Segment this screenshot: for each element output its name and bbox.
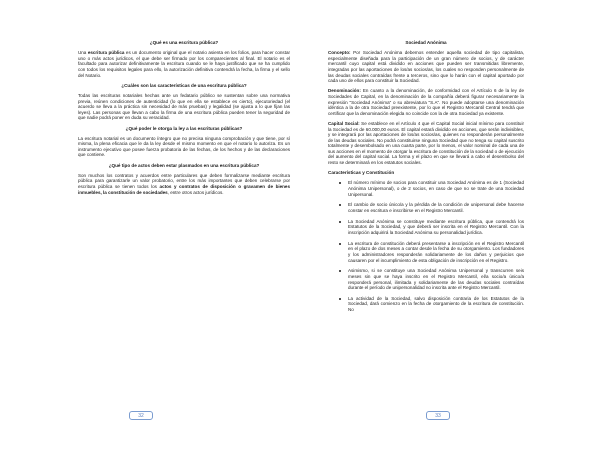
heading-act-types: ¿Qué tipo de actos deben estar plasmados en una escritura pública? (108, 162, 260, 168)
list-item: Asimismo, si se constituye una Sociedad Anónima Unipersonal y transcurren seis meses sin que se haya inscrito en el Registro Mercantil, el/a socio/a único/a responderá personal, ilimitada y solidariamente de las deudas sociales contraídas durante el período de unipersonalidad no inscrita ante el Registro Mercantil. (328, 268, 524, 290)
page-number-left: 32 (129, 411, 153, 420)
heading-caracteristicas: Características y Constitución (328, 170, 395, 176)
list-item: La Sociedad Anónima se constituye mediante escritura pública, que contendrá los Estatutos de la Sociedad, y que deberá ser inscrita en el Registro Mercantil. Con la inscripción adquirirá la Sociedad Anónima su personalidad jurídica. (328, 219, 524, 236)
paragraph-capital-social: Capital Social: Se establece en el Artículo 4 que el Capital Social inicial mínimo para constituir la Sociedad es de 60.000,00 euros. El capital estará dividido en acciones, que serán indivisibles, y se integrará por las aportaciones de los/as socios/as, quienes no responderán personalmente de las deudas sociales. No podrá constituirse ninguna Sociedad que no tenga su capital suscrito totalmente y desembolsado en una cuarta parte, por lo menos, el valor nominal de cada una de sus acciones en el momento de otorgar la escritura de constitución de la sociedad o de ejecución del aumento del capital social. La forma y el plazo en que se llevará a cabo el desembolso del resto se determinará en los estatutos sociales. (328, 120, 524, 166)
paragraph-definition: Una escritura pública es un documento original que el notario asienta en los folios, para hacer constar uno o más actos jurídicos, el que debe ser firmado por los comparecientes al final. El notario es el facultado para autorizar definitivamente la escritura cuando se le haya justificado que se ha cumplido con todos los requisitos legales para ello, la autorización definitiva contendrá la fecha, la firma y el sello del Notario. (78, 50, 290, 78)
heading-sociedad-anonima: Sociedad Anónima (405, 40, 447, 45)
left-page (78, 0, 290, 464)
list-item: El cambio de socio único/a y la pérdida de la condición de unipersonal debe hacerse constar en escritura e inscribirse en el Registro Mercantil. (328, 202, 524, 213)
list-item: La actividad de la Sociedad, salvo disposición contraria de los Estatutos de la Sociedad, dará comienzo en la fecha de otorgamiento de la escritura de constitución. No (328, 296, 524, 313)
page-number-right: 33 (426, 411, 450, 420)
list-item: El número mínimo de socios para constituir una Sociedad Anónima es de 1 (Sociedad Anónima Unipersonal), o de 2 socios, en caso de que no se trate de una Sociedad Unipersonal. (328, 180, 524, 197)
paragraph-denominacion: Denominación: En cuanto a la denominación, de conformidad con el Artículo 6 de la ley de Sociedades de Capital, en la denominación de la compañía deberá figurar necesariamente la expresión "Sociedad Anónima" o su abreviatura "S.A". No puede adoptarse una denominación idéntica a la de otra Sociedad preexistente, por lo que el Registro Mercantil Central tendrá que certificar que la denominación elegida no coincide con la de otra Sociedad ya existente. (328, 88, 524, 116)
heading-legal-power: ¿Qué poder le otorga la ley a las escrituras públicas? (125, 125, 243, 131)
list-item: La escritura de constitución deberá presentarse a inscripción en el Registro Mercantil en el plazo de dos meses a contar desde la fecha de su otorgamiento. Los fundadores y los administradores responderán solidariamente de los daños y perjuicios que causaren por el incumplimiento de esta obligación de inscripción en el Registro. (328, 241, 524, 263)
heading-characteristics: ¿Cuáles son las características de una escritura pública? (121, 82, 247, 88)
characteristics-list (328, 180, 524, 312)
right-page (328, 0, 524, 464)
paragraph-concepto: Concepto: Por Sociedad Anónima debemos entender aquella sociedad de tipo capitalista, especialmente diseñada para la participación de un gran número de socios, y de carácter mercantil cuyo capital está dividido en acciones que pueden ser transmitidas libremente, integradas por las aportaciones de los/as socios/as, los cuales no responden personalmente de las deudas sociales contraídas frente a terceros, sino que lo harán con el capital aportado por cada uno de ellos para constituir la Sociedad. (328, 50, 524, 84)
paragraph-act-types: Son muchos los contratos y acuerdos entre particulares que deben formalizarse mediante escritura pública para garantizarle un valor probatorio, entre los más importantes que deben celebrarse por escritura pública se tienen todos los actos y contratos de disposición o gravamen de bienes inmuebles, la constitución de sociedades, entre otros actos jurídicos. (78, 172, 290, 195)
paragraph-characteristics: Todas las escrituras notariales hechas ante un fedatario público se sustentan sobre una normativa previa, reúnen condiciones de autenticidad (lo que en ella se establece es cierto), ejecutoriedad (el acuerdo se lleva a la práctica sin necesidad de más pruebas) y legalidad (se ajusta a lo que fijan las leyes). Las personas que llevan a cabo la firma de una escritura pública pueden tener la seguridad de que nadie podrá poner en duda su veracidad. (78, 92, 290, 121)
paragraph-legal-power: La escritura notarial es un documento íntegro que no precisa ninguna comprobación y que tiene, por sí misma, la plena eficacia que le da la ley desde el mismo momento en que el notario lo autoriza. Es un instrumento ejecutivo que posee fuerza probatoria de las fechas, de los hechos y de las declaraciones que contiene. (78, 135, 290, 158)
heading-what-is-escritura: ¿Qué es una escritura pública? (149, 40, 219, 45)
